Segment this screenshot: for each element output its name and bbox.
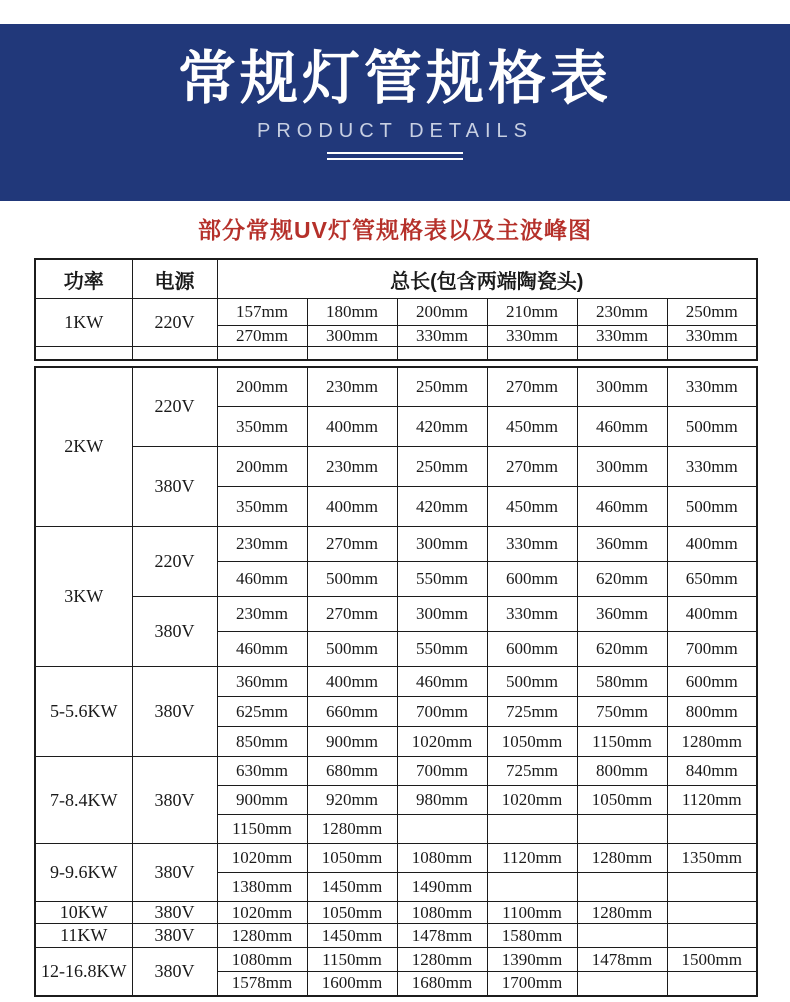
length-cell: [577, 815, 667, 844]
length-cell: [577, 924, 667, 948]
length-cell: 650mm: [667, 562, 757, 597]
length-cell: 157mm: [217, 299, 307, 326]
length-cell: 1450mm: [307, 924, 397, 948]
length-cell: 360mm: [217, 667, 307, 697]
length-cell: 1280mm: [397, 948, 487, 972]
length-cell: [217, 347, 307, 360]
length-cell: 620mm: [577, 632, 667, 667]
table-row: [35, 299, 757, 326]
length-cell: 500mm: [307, 632, 397, 667]
table-row: [35, 527, 757, 562]
table-row: [35, 902, 757, 924]
length-cell: [667, 873, 757, 902]
supply-cell: 220V: [132, 527, 217, 597]
length-cell: 230mm: [307, 447, 397, 487]
length-cell: [487, 815, 577, 844]
power-cell: 10KW: [35, 902, 132, 924]
length-cell: 1050mm: [487, 727, 577, 757]
length-cell: 800mm: [667, 697, 757, 727]
table-row: [35, 367, 757, 407]
length-cell: 1150mm: [217, 815, 307, 844]
length-cell: 330mm: [487, 527, 577, 562]
length-cell: 300mm: [397, 527, 487, 562]
length-cell: [667, 924, 757, 948]
length-cell: 250mm: [667, 299, 757, 326]
power-cell: 9-9.6KW: [35, 844, 132, 902]
length-cell: 350mm: [217, 407, 307, 447]
length-cell: 580mm: [577, 667, 667, 697]
page-subtitle: PRODUCT DETAILS: [257, 120, 533, 142]
length-cell: 1350mm: [667, 844, 757, 873]
length-cell: 230mm: [217, 527, 307, 562]
length-cell: 980mm: [397, 786, 487, 815]
length-cell: 1120mm: [487, 844, 577, 873]
length-cell: 1450mm: [307, 873, 397, 902]
length-cell: [667, 347, 757, 360]
length-cell: 1580mm: [487, 924, 577, 948]
length-cell: [307, 347, 397, 360]
length-cell: 725mm: [487, 757, 577, 786]
power-cell: 12-16.8KW: [35, 948, 132, 996]
spec-table-container: [34, 258, 757, 997]
length-cell: 460mm: [217, 562, 307, 597]
supply-cell: 380V: [132, 597, 217, 667]
length-cell: 400mm: [307, 487, 397, 527]
supply-cell: 380V: [132, 667, 217, 757]
length-cell: 1490mm: [397, 873, 487, 902]
length-cell: 920mm: [307, 786, 397, 815]
length-cell: 270mm: [487, 447, 577, 487]
length-cell: 350mm: [217, 487, 307, 527]
length-cell: 270mm: [307, 527, 397, 562]
length-cell: 700mm: [667, 632, 757, 667]
length-cell: 550mm: [397, 632, 487, 667]
length-cell: 1100mm: [487, 902, 577, 924]
length-cell: 250mm: [397, 367, 487, 407]
length-cell: 300mm: [307, 326, 397, 347]
table-row: [35, 757, 757, 786]
length-cell: 1120mm: [667, 786, 757, 815]
length-cell: [487, 873, 577, 902]
table-header-row: [35, 259, 757, 299]
power-cell: [35, 347, 132, 360]
length-cell: 1478mm: [397, 924, 487, 948]
length-cell: 230mm: [577, 299, 667, 326]
length-cell: 700mm: [397, 697, 487, 727]
length-cell: 270mm: [217, 326, 307, 347]
length-cell: 840mm: [667, 757, 757, 786]
length-cell: 270mm: [307, 597, 397, 632]
double-underline-divider: [327, 152, 463, 160]
length-cell: 1050mm: [307, 902, 397, 924]
length-cell: 625mm: [217, 697, 307, 727]
length-cell: 500mm: [487, 667, 577, 697]
length-cell: 400mm: [307, 667, 397, 697]
supply-cell: 380V: [132, 902, 217, 924]
length-cell: 400mm: [667, 527, 757, 562]
supply-column-header: 电源: [132, 259, 217, 299]
length-cell: [577, 972, 667, 996]
length-cell: 200mm: [217, 447, 307, 487]
supply-cell: 380V: [132, 757, 217, 844]
table-row: [35, 667, 757, 697]
table-row: [35, 924, 757, 948]
length-cell: 460mm: [577, 407, 667, 447]
length-cell: 900mm: [217, 786, 307, 815]
length-cell: 600mm: [487, 632, 577, 667]
length-cell: 400mm: [667, 597, 757, 632]
length-cell: 1280mm: [307, 815, 397, 844]
length-cell: 680mm: [307, 757, 397, 786]
length-cell: 330mm: [397, 326, 487, 347]
length-cell: 330mm: [667, 447, 757, 487]
length-cell: 420mm: [397, 407, 487, 447]
length-cell: 330mm: [577, 326, 667, 347]
length-cell: 1080mm: [217, 948, 307, 972]
length-cell: [397, 347, 487, 360]
power-cell: 2KW: [35, 367, 132, 527]
length-cell: 500mm: [667, 487, 757, 527]
length-cell: 420mm: [397, 487, 487, 527]
supply-cell: 220V: [132, 367, 217, 447]
length-cell: [667, 815, 757, 844]
length-cell: 330mm: [667, 326, 757, 347]
length-cell: 300mm: [397, 597, 487, 632]
length-cell: 230mm: [307, 367, 397, 407]
power-column-header: 功率: [35, 259, 132, 299]
supply-cell: 380V: [132, 844, 217, 902]
length-cell: 1080mm: [397, 902, 487, 924]
power-cell: 5-5.6KW: [35, 667, 132, 757]
length-cell: 1600mm: [307, 972, 397, 996]
length-cell: 450mm: [487, 407, 577, 447]
page-title: 常规灯管规格表: [177, 46, 612, 111]
length-cell: 550mm: [397, 562, 487, 597]
table-row: [35, 447, 757, 487]
length-cell: 360mm: [577, 527, 667, 562]
length-cell: 400mm: [307, 407, 397, 447]
length-cell: 450mm: [487, 487, 577, 527]
table-row: [35, 597, 757, 632]
length-cell: 850mm: [217, 727, 307, 757]
length-cell: 330mm: [487, 326, 577, 347]
length-cell: 1050mm: [307, 844, 397, 873]
length-cell: 1500mm: [667, 948, 757, 972]
spec-table-upper: [34, 258, 758, 361]
length-cell: 725mm: [487, 697, 577, 727]
length-cell: [397, 815, 487, 844]
power-cell: 7-8.4KW: [35, 757, 132, 844]
length-cell: 700mm: [397, 757, 487, 786]
table-row: [35, 844, 757, 873]
length-cell: 660mm: [307, 697, 397, 727]
length-cell: 180mm: [307, 299, 397, 326]
length-cell: 750mm: [577, 697, 667, 727]
length-cell: 200mm: [397, 299, 487, 326]
length-cell: 330mm: [667, 367, 757, 407]
length-cell: 1150mm: [307, 948, 397, 972]
length-cell: [667, 972, 757, 996]
length-cell: 600mm: [667, 667, 757, 697]
length-cell: 1380mm: [217, 873, 307, 902]
table-row: [35, 948, 757, 972]
power-cell: 3KW: [35, 527, 132, 667]
length-cell: 600mm: [487, 562, 577, 597]
length-cell: 300mm: [577, 447, 667, 487]
length-cell: 1478mm: [577, 948, 667, 972]
length-cell: 1680mm: [397, 972, 487, 996]
length-cell: 270mm: [487, 367, 577, 407]
supply-cell: [132, 347, 217, 360]
length-cell: 1020mm: [217, 844, 307, 873]
length-cell: 620mm: [577, 562, 667, 597]
section-heading: 部分常规UV灯管规格表以及主波峰图: [198, 217, 592, 243]
length-cell: 900mm: [307, 727, 397, 757]
length-cell: 1020mm: [397, 727, 487, 757]
length-cell: 1280mm: [667, 727, 757, 757]
length-cell: 460mm: [397, 667, 487, 697]
table-row: [35, 347, 757, 360]
length-cell: 460mm: [577, 487, 667, 527]
length-cell: 1280mm: [577, 844, 667, 873]
length-cell: 1390mm: [487, 948, 577, 972]
length-cell: 300mm: [577, 367, 667, 407]
length-cell: 460mm: [217, 632, 307, 667]
length-column-header: 总长(包含两端陶瓷头): [217, 259, 757, 299]
length-cell: [667, 902, 757, 924]
power-cell: 1KW: [35, 299, 132, 347]
supply-cell: 220V: [132, 299, 217, 347]
length-cell: 1578mm: [217, 972, 307, 996]
length-cell: 630mm: [217, 757, 307, 786]
supply-cell: 380V: [132, 447, 217, 527]
length-cell: [487, 347, 577, 360]
length-cell: 1280mm: [577, 902, 667, 924]
length-cell: 1280mm: [217, 924, 307, 948]
power-cell: 11KW: [35, 924, 132, 948]
length-cell: 800mm: [577, 757, 667, 786]
length-cell: 210mm: [487, 299, 577, 326]
spec-table-lower: [34, 366, 758, 997]
length-cell: [577, 347, 667, 360]
length-cell: 500mm: [667, 407, 757, 447]
supply-cell: 380V: [132, 948, 217, 996]
length-cell: 250mm: [397, 447, 487, 487]
length-cell: [577, 873, 667, 902]
length-cell: 200mm: [217, 367, 307, 407]
supply-cell: 380V: [132, 924, 217, 948]
banner: [0, 24, 790, 201]
length-cell: 1700mm: [487, 972, 577, 996]
length-cell: 1080mm: [397, 844, 487, 873]
length-cell: 330mm: [487, 597, 577, 632]
length-cell: 500mm: [307, 562, 397, 597]
length-cell: 230mm: [217, 597, 307, 632]
length-cell: 360mm: [577, 597, 667, 632]
length-cell: 1050mm: [577, 786, 667, 815]
length-cell: 1020mm: [217, 902, 307, 924]
length-cell: 1150mm: [577, 727, 667, 757]
length-cell: 1020mm: [487, 786, 577, 815]
